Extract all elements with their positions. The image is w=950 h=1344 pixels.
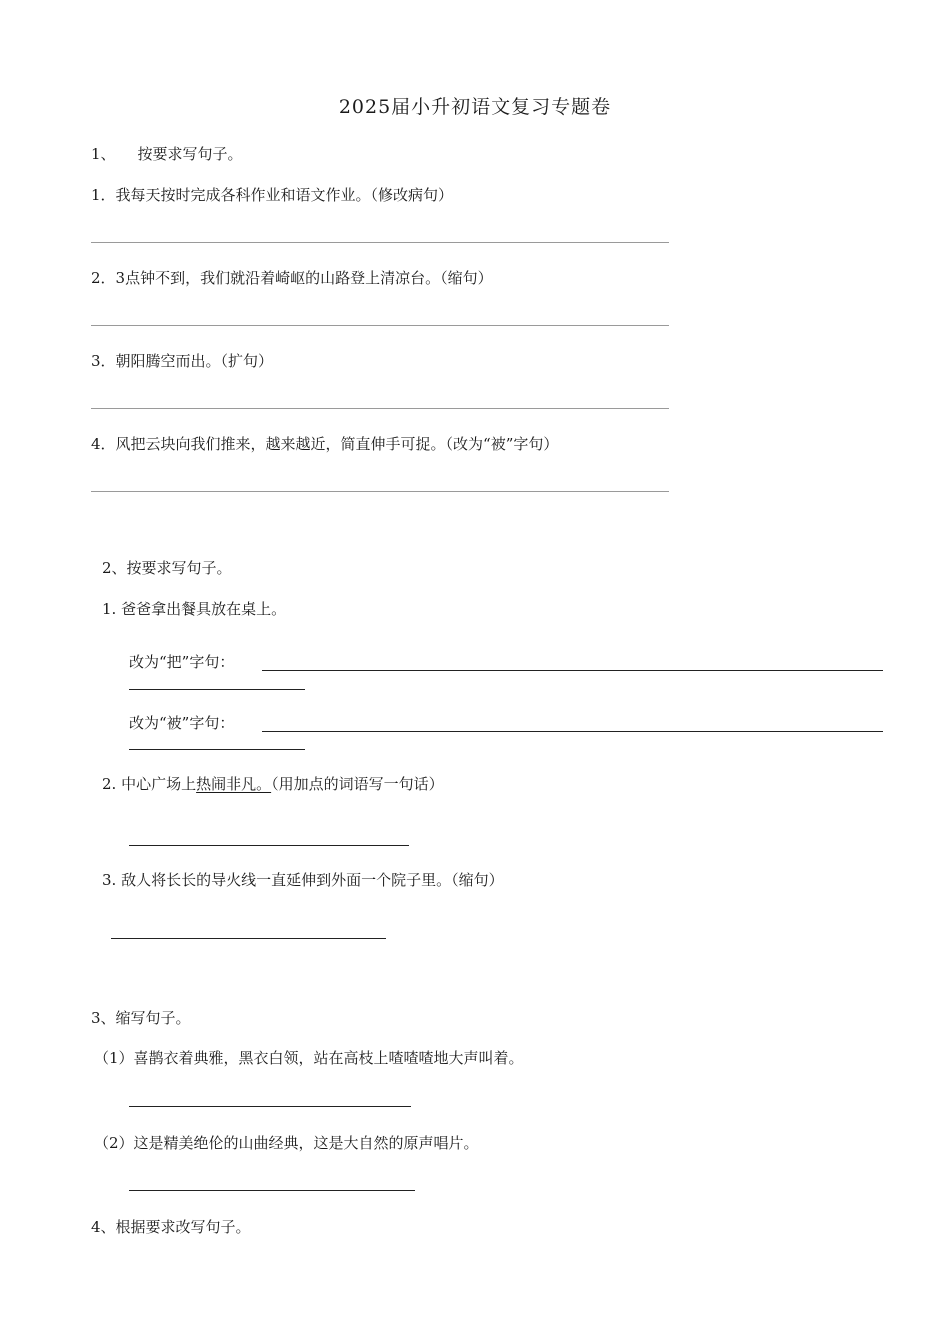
question-2-3: 3. 敌人将长长的导火线一直延伸到外面一个院子里。（缩句） <box>102 871 504 889</box>
question-2-1: 1. 爸爸拿出餐具放在桌上。 <box>102 600 287 618</box>
ba-sentence-label: 改为“把”字句： <box>129 653 235 671</box>
question-1-2: 2．3点钟不到，我们就沿着崎岖的山路登上清凉台。（缩句） <box>91 269 493 287</box>
question-1-4: 4．风把云块向我们推来，越来越近，简直伸手可捉。（改为“被”字句） <box>91 435 559 453</box>
section-3-heading: 3、缩写句子。 <box>91 1009 191 1027</box>
answer-line-3-2[interactable] <box>129 1190 415 1191</box>
bei-sentence-label: 改为“被”字句： <box>129 714 235 732</box>
answer-line-2-3[interactable] <box>111 938 386 939</box>
section-1-number: 1、 <box>91 145 116 163</box>
question-3-1: （1）喜鹊衣着典雅，黑衣白领，站在高枝上喳喳喳地大声叫着。 <box>94 1049 524 1067</box>
answer-line-1-4[interactable] <box>91 491 669 492</box>
bei-answer-line-cont[interactable] <box>129 749 305 750</box>
question-3-2: （2）这是精美绝伦的山曲经典，这是大自然的原声唱片。 <box>94 1134 479 1152</box>
question-2-2 <box>102 774 444 794</box>
section-1-heading-text: 按要求写句子。 <box>137 145 243 163</box>
answer-line-1-2[interactable] <box>91 325 669 326</box>
section-4-heading: 4、根据要求改写句子。 <box>91 1218 251 1236</box>
ba-answer-line[interactable] <box>262 670 883 671</box>
answer-line-1-3[interactable] <box>91 408 669 409</box>
answer-line-2-2[interactable] <box>129 845 409 846</box>
section-1-heading <box>91 144 243 164</box>
question-1-3: 3．朝阳腾空而出。（扩句） <box>91 352 274 370</box>
question-2-2-suffix: （用加点的词语写一句话） <box>271 775 444 793</box>
dotted-phrase: 热闹非凡。 <box>196 775 272 793</box>
answer-line-1-1[interactable] <box>91 242 669 243</box>
ba-answer-line-cont[interactable] <box>129 689 305 690</box>
page-title: 2025届小升初语文复习专题卷 <box>338 96 612 118</box>
section-2-heading: 2、按要求写句子。 <box>102 559 232 577</box>
question-2-2-prefix: 2. 中心广场上 <box>102 775 197 793</box>
bei-answer-line[interactable] <box>262 731 883 732</box>
question-1-1: 1．我每天按时完成各科作业和语文作业。（修改病句） <box>91 186 454 204</box>
answer-line-3-1[interactable] <box>129 1106 411 1107</box>
